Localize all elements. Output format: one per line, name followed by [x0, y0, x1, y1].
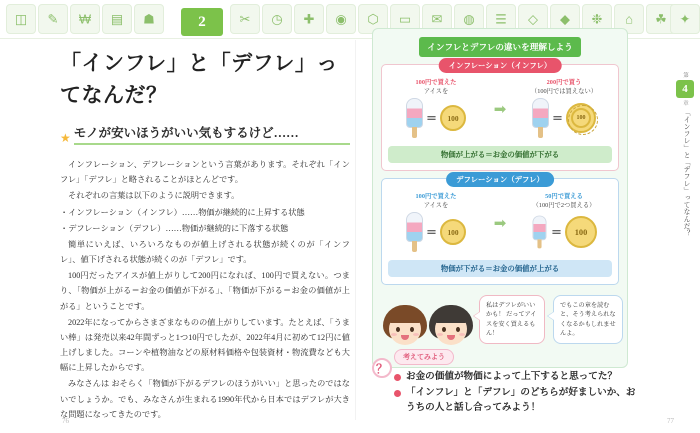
equals-sign: ＝	[551, 113, 563, 125]
speech-bubble-boy: でもこの章を読むと、そう考えられなくなるかもしれませんよ。	[553, 295, 623, 344]
star-icon: ★	[60, 131, 71, 145]
band-tile	[38, 4, 68, 34]
deflation-before	[388, 193, 484, 252]
inflation-card-label: インフレーション（インフレ）	[439, 58, 562, 73]
deflation-comparison-row	[388, 193, 612, 252]
think-about-it-list	[394, 370, 644, 415]
band-glyph-icon: ◇	[528, 11, 538, 27]
inflation-conclusion: 物価が上がる＝お金の価値が下がる	[388, 146, 612, 163]
inflation-after-caption-1: 200円で買う	[546, 79, 582, 86]
equals-sign: ＝	[426, 113, 437, 125]
page-title: 「インフレ」と「デフレ」ってなんだ？	[60, 51, 338, 107]
avatar-girl	[383, 305, 427, 349]
section-subheading-text: モノが安いほうがいい気もするけど……	[74, 123, 350, 145]
page-gutter	[355, 40, 356, 420]
band-glyph-icon: ⌂	[625, 11, 633, 27]
deflation-after	[516, 193, 612, 252]
avatar-boy	[429, 305, 473, 349]
band-glyph-icon: ◷	[271, 11, 283, 27]
deflation-before-caption-1: 100円で買えた	[415, 193, 457, 200]
band-glyph-icon: ⬡	[367, 11, 379, 27]
inflation-before-caption-2: アイスを	[423, 87, 449, 95]
band-glyph-icon: ☰	[495, 11, 507, 27]
chapter-side-tab	[676, 72, 694, 259]
explainer-panel-title: インフレとデフレの違いを理解しよう	[419, 37, 580, 57]
equals-sign: ＝	[426, 227, 437, 239]
think-about-it-section	[372, 346, 644, 417]
page-number-left: 76	[62, 417, 69, 425]
paragraph: それぞれの言葉は以下のように説明できます。	[68, 191, 240, 201]
coin-100yen-icon: 100	[440, 105, 466, 131]
band-glyph-icon: ✦	[679, 11, 691, 27]
deflation-after-caption-2: （100円で2つ買える）	[532, 201, 596, 209]
chapter-label-small: 第	[682, 72, 688, 78]
band-glyph-icon: ◍	[463, 11, 475, 27]
band-glyph-icon: ◆	[560, 11, 570, 27]
band-tile	[326, 4, 356, 34]
paragraph: 簡単にいえば、いろいろなものが値上げされる状態が続くのが「インフレ」、値下げされる状態が続くのが「デフレ」です。	[60, 239, 350, 265]
band-glyph-icon: ✚	[303, 11, 315, 27]
chapter-number-badge: 2	[181, 8, 223, 36]
paragraph: 2022年になってからさまざまなものの値上がりしています。たとえば、「うまい棒」は発売以来42年間ずっと1つ10円でしたが、2022年4月に初めて12円に値上げしました。コーンや植物油などの原材料価格や包装資材・物流費なども大幅に上昇したからです。	[60, 317, 350, 373]
inflation-after	[516, 79, 612, 138]
band-tile	[262, 4, 292, 34]
chapter-number: 4	[676, 80, 694, 98]
band-glyph-icon: ✂	[239, 11, 251, 27]
inflation-card	[381, 61, 619, 171]
deflation-conclusion: 物価が下がる＝お金の価値が上がる	[388, 260, 612, 277]
section-subheading	[60, 123, 350, 145]
band-tile	[230, 4, 260, 34]
popsicle-icon	[533, 216, 547, 249]
paragraph: インフレーション、デフレーションという言葉があります。それぞれ「インフレ」「デフレ」と略されることがほとんどです。	[60, 160, 350, 185]
band-glyph-icon: ✉	[431, 11, 443, 27]
page-number-right: 77	[667, 417, 674, 425]
band-glyph-icon: ◫	[14, 11, 28, 27]
band-tile	[102, 4, 132, 34]
band-glyph-icon: ☗	[143, 11, 155, 27]
band-glyph-icon: ◉	[335, 11, 347, 27]
arrow-right-icon: ➡	[493, 100, 507, 118]
chapter-number-label: 章	[682, 99, 688, 106]
popsicle-icon	[406, 98, 423, 138]
popsicle-icon	[406, 212, 423, 252]
band-tile	[70, 4, 100, 34]
band-glyph-icon: ☘	[655, 11, 667, 27]
band-glyph-icon: ₩	[78, 11, 92, 27]
body-copy	[60, 157, 350, 422]
deflation-before-caption-2: アイスを	[423, 201, 449, 209]
equals-sign: ＝	[550, 227, 562, 239]
band-glyph-icon: ❉	[591, 11, 603, 27]
band-glyph-icon: ▭	[398, 11, 412, 27]
deflation-card	[381, 175, 619, 285]
deflation-card-label: デフレーション（デフレ）	[446, 172, 554, 187]
coin-100yen-icon: 100	[440, 219, 466, 245]
band-tile	[6, 4, 36, 34]
list-item: 「インフレ」と「デフレ」のどちらが好ましいか、おうちの人と話し合ってみよう！	[394, 386, 644, 415]
speech-bubble-girl: 私はデフレがいいかも！ だってアイスを安く買えるもん！	[479, 295, 545, 344]
question-mark-icon: ？	[372, 358, 392, 378]
left-text-column	[60, 48, 350, 423]
bullet-inflation: ・インフレーション（インフレ）……物価が継続的に上昇する状態	[60, 207, 305, 217]
think-about-it-tag: 考えてみよう	[394, 349, 454, 365]
band-glyph-icon: ✎	[47, 11, 59, 27]
band-tile	[670, 4, 700, 34]
bullet-deflation: ・デフレーション（デフレ）……物価が継続的に下落する状態	[60, 223, 289, 233]
right-illustration-column	[372, 28, 628, 368]
chapter-title-vertical: 「インフレ」と「デフレ」ってなんだ？	[682, 109, 689, 237]
paragraph: みなさんは おそらく「物価が下がるデフレのほうがいい」と思ったのではないでしょうか。でも、みなさんが生まれる1990年代から日本ではデフレが大きな問題になってきたのです。	[60, 379, 350, 419]
inflation-comparison-row	[388, 79, 612, 138]
coin-value-label: 100	[571, 108, 591, 128]
coin-appreciated-icon: 100	[565, 216, 597, 248]
inflation-before	[388, 79, 484, 138]
deflation-after-caption-1: 50円で買える	[545, 193, 583, 200]
band-tile	[294, 4, 324, 34]
inflation-after-caption-2: （100円では買えない）	[530, 87, 598, 95]
band-tile	[134, 4, 164, 34]
list-item: お金の価値が物価によって上下すると思ってた？	[394, 370, 644, 384]
explainer-panel	[372, 28, 628, 368]
coin-devalued-icon	[566, 103, 596, 133]
paragraph: 100円だったアイスが値上がりして200円になれば、100円で買えない。つまり、「物価が上がる＝お金の価値が下がる」、「物価が下がる＝お金の価値が上がる」ということです。	[60, 271, 350, 311]
band-glyph-icon: ▤	[110, 11, 124, 27]
popsicle-icon	[532, 98, 549, 138]
arrow-right-icon: ➡	[493, 214, 507, 232]
inflation-before-caption-1: 100円で買えた	[415, 79, 457, 86]
